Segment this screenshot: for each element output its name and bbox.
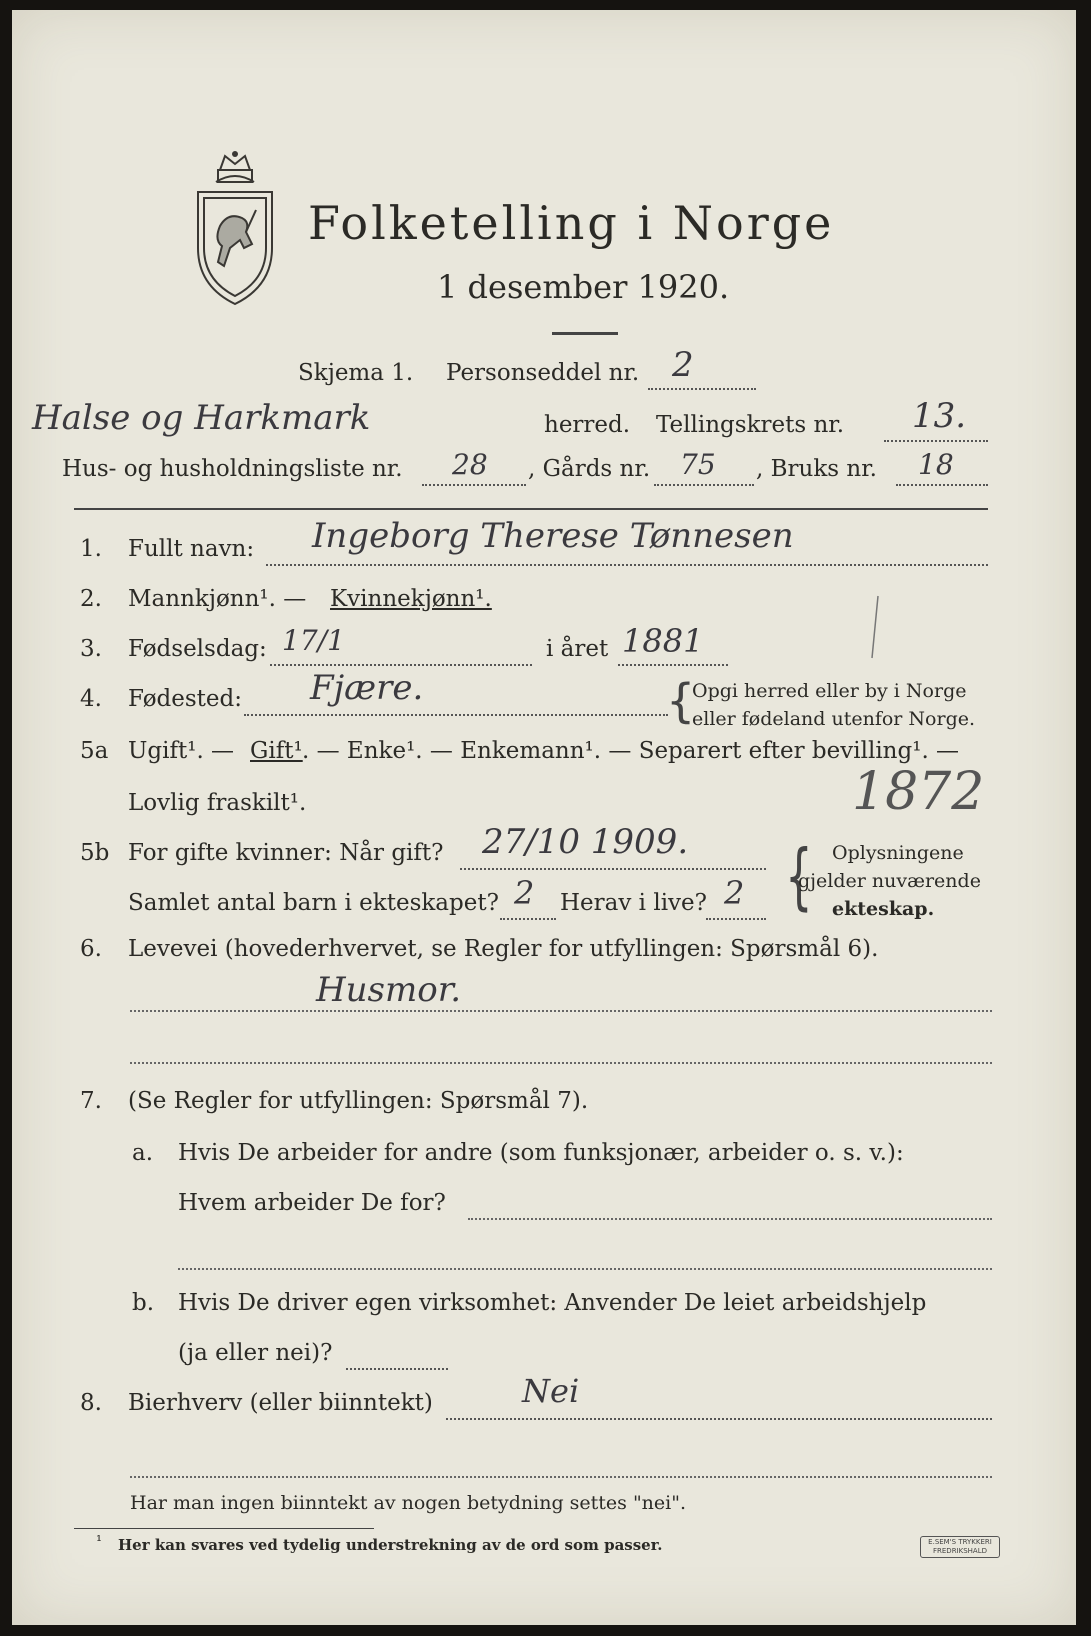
herred-value: Halse og Harkmark xyxy=(32,398,371,438)
form-title: Folketelling i Norge xyxy=(308,196,835,250)
q4-note-line2: eller fødeland utenfor Norge. xyxy=(692,708,976,730)
census-form-sheet xyxy=(12,10,1076,1625)
q7a-number: a. xyxy=(132,1140,154,1166)
footnote-rule xyxy=(74,1528,374,1529)
q5a-fraskilt: Lovlig fraskilt¹. xyxy=(128,790,307,816)
q5b-barn-line xyxy=(500,918,556,920)
q6-line2 xyxy=(130,1062,992,1064)
q5b-note-line2: gjelder nuværende xyxy=(798,870,981,892)
skjema-label: Skjema 1. xyxy=(298,360,414,386)
q7b-line1: Hvis De driver egen virksomhet: Anvender De leiet arbeidshjelp xyxy=(178,1290,927,1316)
personseddel-line xyxy=(648,388,756,390)
gards-value: 75 xyxy=(680,448,716,481)
tellingskrets-line xyxy=(884,440,988,442)
q5b-live-label: Herav i live? xyxy=(560,890,707,916)
q5a-options: . — Enke¹. — Enkemann¹. — Separert efter bevilling¹. — xyxy=(302,738,960,764)
q5b-barn-value: 2 xyxy=(514,874,535,912)
q4-note-line1: Opgi herred eller by i Norge xyxy=(692,680,967,702)
herred-label: herred. xyxy=(544,412,631,438)
q2-mannkjonn: Mannkjønn¹. — xyxy=(128,586,307,612)
norway-coat-of-arms-icon xyxy=(190,148,280,308)
q3-year-line xyxy=(618,664,728,666)
q5b-barn-label: Samlet antal barn i ekteskapet? xyxy=(128,890,499,916)
q3-line xyxy=(270,664,532,666)
q3-year-label: i året xyxy=(546,636,609,662)
q8-line xyxy=(446,1418,992,1420)
q8-label: Bierhverv (eller biinntekt) xyxy=(128,1390,433,1416)
footer-note: Har man ingen biinntekt av nogen betydning settes "nei". xyxy=(130,1492,687,1514)
title-divider xyxy=(552,332,618,335)
printer-stamp: E.SEM'S TRYKKERI FREDRIKSHALD xyxy=(920,1536,1000,1558)
q7a-line1: Hvis De arbeider for andre (som funksjonær, arbeider o. s. v.): xyxy=(178,1140,904,1166)
q5b-note-line1: Oplysningene xyxy=(832,842,964,864)
personseddel-label: Personseddel nr. xyxy=(446,360,640,386)
q7a-line2: Hvem arbeider De for? xyxy=(178,1190,446,1216)
q7b-answer-line xyxy=(346,1368,448,1370)
q7a-answer-line2 xyxy=(178,1268,992,1270)
footnote-mark: ¹ xyxy=(96,1532,103,1550)
bruks-line xyxy=(896,484,988,486)
q6-occupation-value: Husmor. xyxy=(316,970,462,1010)
q5b-live-value: 2 xyxy=(724,874,745,912)
q6-label: Levevei (hovederhvervet, se Regler for utfyllingen: Spørsmål 6). xyxy=(128,936,879,962)
q4-brace: { xyxy=(666,674,696,728)
q7a-answer-line1 xyxy=(468,1218,992,1220)
q5b-live-line xyxy=(706,918,766,920)
tellingskrets-value: 13. xyxy=(912,396,967,436)
q8-number: 8. xyxy=(80,1390,102,1416)
q3-birthday-value: 17/1 xyxy=(282,624,345,657)
tellingskrets-label: Tellingskrets nr. xyxy=(656,412,845,438)
q5b-label: For gifte kvinner: Når gift? xyxy=(128,840,444,866)
bruks-label: , Bruks nr. xyxy=(756,456,877,482)
q3-label: Fødselsdag: xyxy=(128,636,267,662)
q6-number: 6. xyxy=(80,936,102,962)
q7b-number: b. xyxy=(132,1290,155,1316)
husholdningsliste-value: 28 xyxy=(452,448,488,481)
q5b-line xyxy=(460,868,766,870)
q5a-ugift: Ugift¹. — xyxy=(128,738,235,764)
header-separator xyxy=(74,508,988,510)
q8-extra-line xyxy=(130,1476,992,1478)
q5b-number: 5b xyxy=(80,840,110,866)
q5b-brace: { xyxy=(785,834,813,918)
footnote-text: Her kan svares ved tydelig understrekning av de ord som passer. xyxy=(118,1536,663,1554)
q2-kvinnekjonn: Kvinnekjønn¹. xyxy=(330,586,492,612)
q5b-note-line3: ekteskap. xyxy=(832,898,935,920)
q1-line xyxy=(266,564,988,566)
q5a-margin-note: 1872 xyxy=(852,762,985,822)
gards-line xyxy=(654,484,754,486)
q5a-gift: Gift¹ xyxy=(250,738,303,764)
q4-label: Fødested: xyxy=(128,686,243,712)
personseddel-value: 2 xyxy=(672,345,694,385)
husholdningsliste-line xyxy=(422,484,526,486)
q1-full-name-value: Ingeborg Therese Tønnesen xyxy=(312,516,794,556)
q4-birthplace-value: Fjære. xyxy=(310,668,424,708)
pencil-mark xyxy=(868,594,882,660)
q6-line1 xyxy=(130,1010,992,1012)
form-date: 1 desember 1920. xyxy=(437,268,730,306)
q2-number: 2. xyxy=(80,586,102,612)
husholdningsliste-label: Hus- og husholdningsliste nr. xyxy=(62,456,403,482)
q7b-line2: (ja eller nei)? xyxy=(178,1340,333,1366)
q7-number: 7. xyxy=(80,1088,102,1114)
bruks-value: 18 xyxy=(918,448,954,481)
q7-label: (Se Regler for utfyllingen: Spørsmål 7). xyxy=(128,1088,589,1114)
q5a-number: 5a xyxy=(80,738,109,764)
q5b-married-value: 27/10 1909. xyxy=(482,822,689,862)
q4-line xyxy=(244,714,668,716)
q1-number: 1. xyxy=(80,536,102,562)
q3-number: 3. xyxy=(80,636,102,662)
q3-year-value: 1881 xyxy=(622,622,704,660)
q1-label: Fullt navn: xyxy=(128,536,255,562)
q8-value: Nei xyxy=(522,1372,580,1410)
q4-number: 4. xyxy=(80,686,102,712)
gards-label: , Gårds nr. xyxy=(528,456,651,482)
